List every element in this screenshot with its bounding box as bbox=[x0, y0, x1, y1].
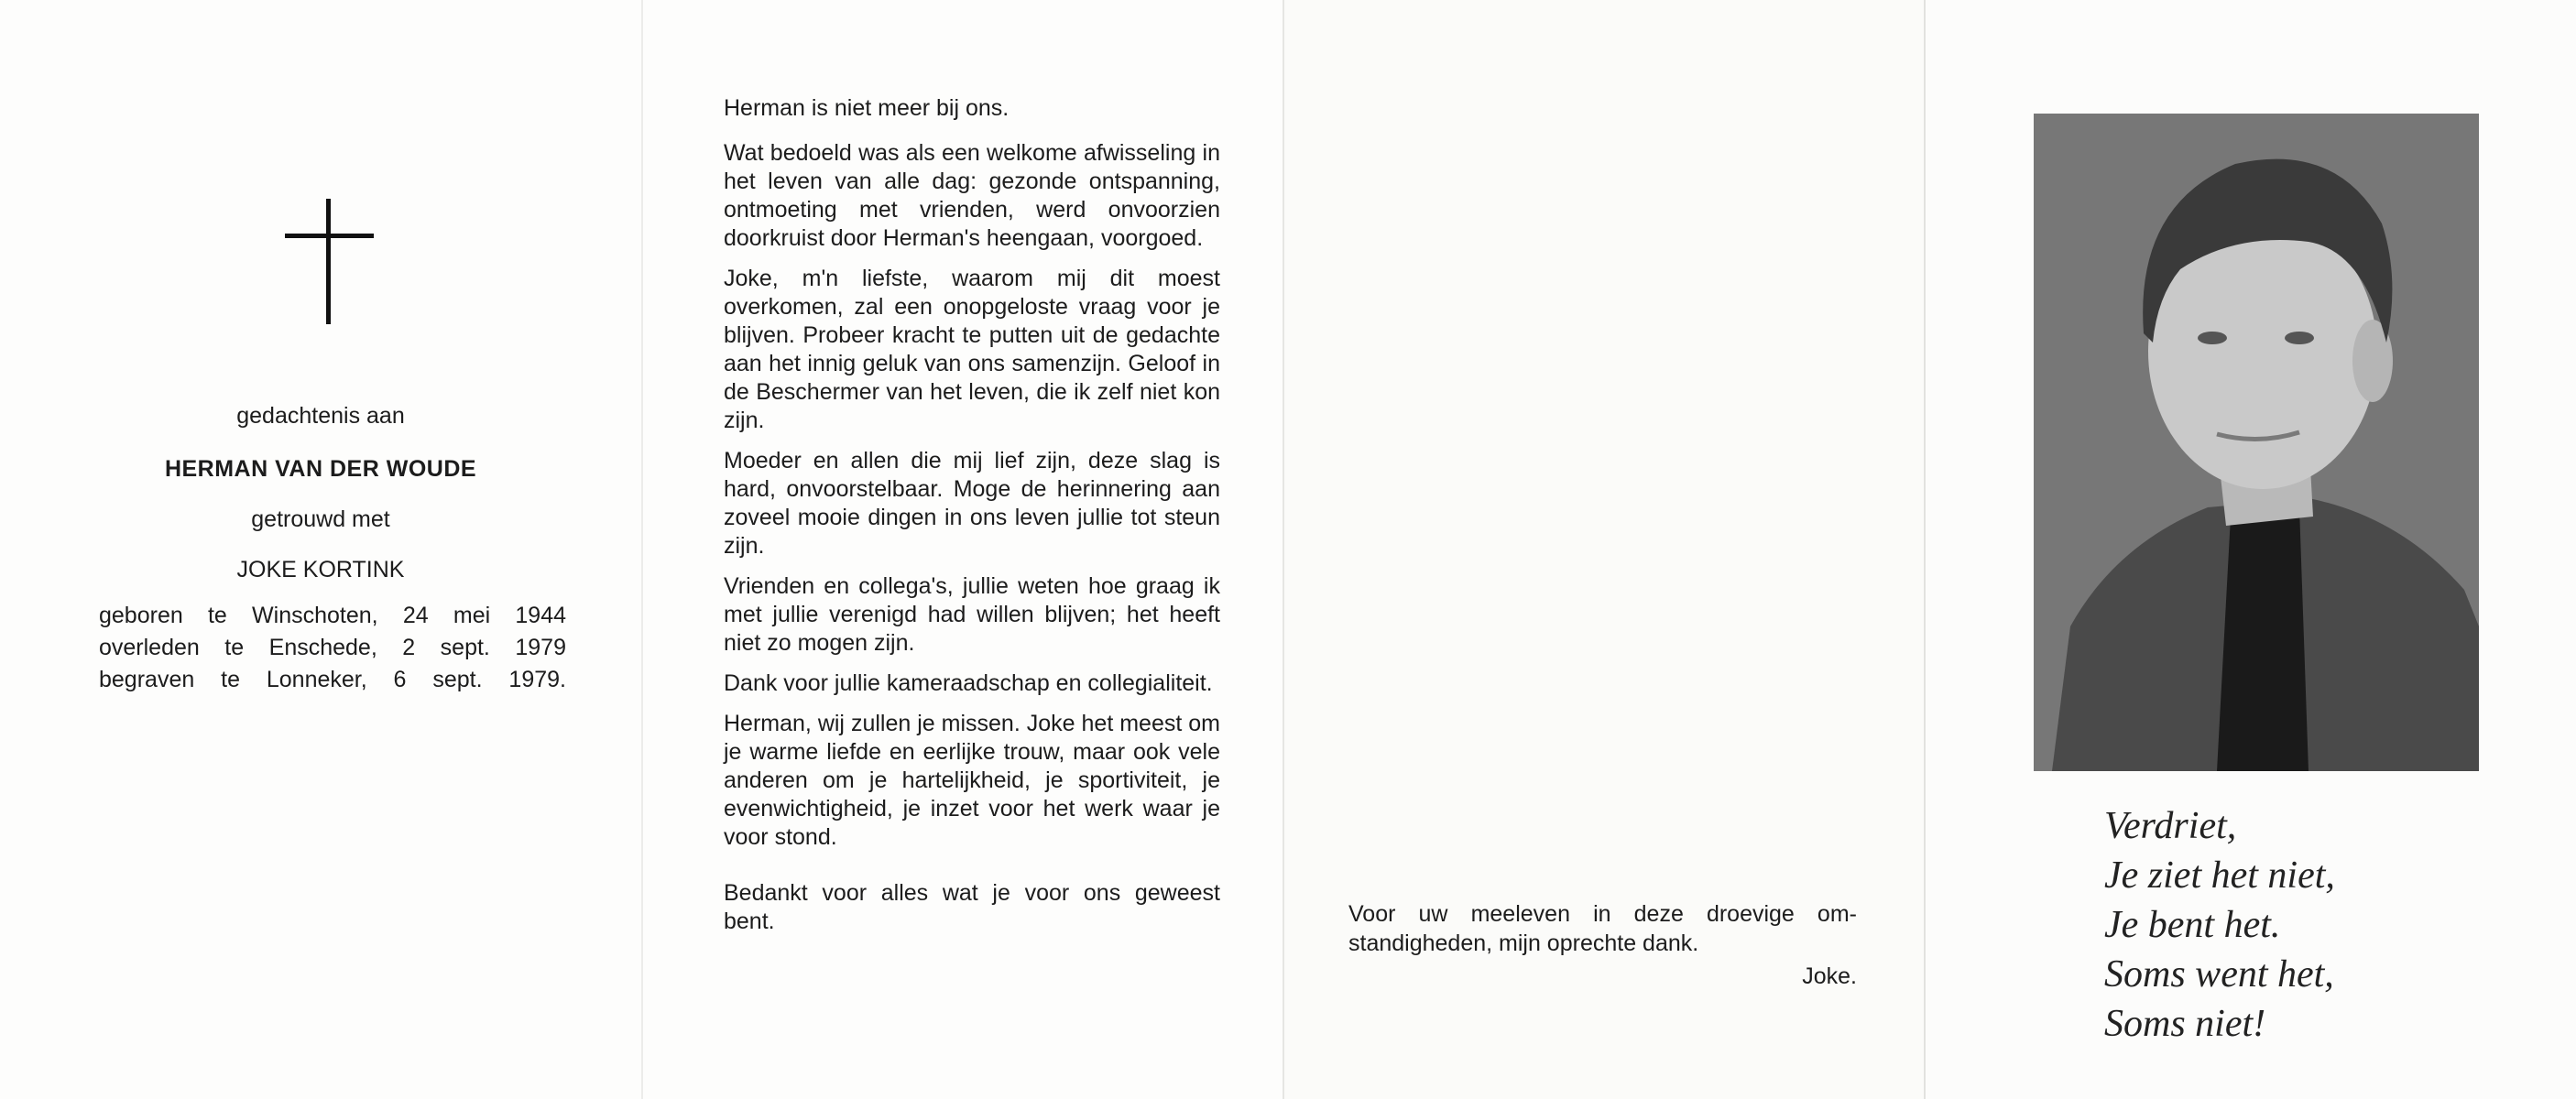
spouse-name: JOKE KORTINK bbox=[236, 557, 405, 582]
message-paragraph: Bedankt voor alles wat je voor ons geweest bent. bbox=[724, 880, 1220, 934]
life-dates bbox=[99, 600, 566, 696]
message-paragraph: Herman, wij zullen je missen. Joke het meest om je warme liefde en eerlijke trouw, maar ook vele anderen om je hartelijkheid, je sportiviteit, je evenwichtigheid, je inzet voor het werk waar je voor stond. bbox=[724, 711, 1220, 850]
message-paragraph: Joke, m'n liefste, waarom mij dit moest overkomen, zal een onopgeloste vraag voor je blijven. Probeer kracht te putten uit de gedachte aan het innig geluk van ons samenzijn. Geloof in de Beschermer van het leven, die ik zelf niet kon zijn. bbox=[724, 266, 1220, 433]
message-text bbox=[724, 94, 1220, 948]
burial-line: begraven te Lonneker, 6 sept. 1979. bbox=[99, 667, 566, 692]
portrait-photo bbox=[2034, 114, 2479, 771]
thanks-line-1: Voor uw meeleven in deze droevige om- bbox=[1348, 901, 1857, 927]
poem-line: Je ziet het niet, bbox=[2104, 854, 2335, 897]
message-paragraph: Dank voor jullie kameraadschap en collegialiteit. bbox=[724, 670, 1213, 696]
birth-line: geboren te Winschoten, 24 mei 1944 bbox=[99, 603, 566, 628]
intro-text: gedachtenis aan bbox=[236, 403, 405, 429]
thanks-panel bbox=[1283, 0, 1926, 1099]
deceased-name: HERMAN VAN DER WOUDE bbox=[164, 456, 477, 482]
poem-line: Verdriet, bbox=[2104, 805, 2237, 847]
message-paragraph: Herman is niet meer bij ons. bbox=[724, 95, 1010, 121]
thanks-note bbox=[1348, 899, 1857, 991]
message-paragraph: Vrienden en collega's, jullie weten hoe graag ik met jullie verenigd had willen blijven; het heeft niet zo mogen zijn. bbox=[724, 573, 1220, 656]
poem bbox=[2104, 801, 2489, 1049]
poem-line: Je bent het. bbox=[2104, 904, 2281, 946]
message-paragraph: Moeder en allen die mij lief zijn, deze slag is hard, onvoorstelbaar. Moge de herinnering aan zoveel mooie dingen in ons leven jullie tot steun zijn. bbox=[724, 448, 1220, 559]
signature: Joke. bbox=[1802, 963, 1857, 989]
message-panel bbox=[641, 0, 1284, 1099]
thanks-line-2: standigheden, mijn oprechte dank. bbox=[1348, 930, 1699, 956]
death-line: overleden te Enschede, 2 sept. 1979 bbox=[99, 635, 566, 660]
left-panel bbox=[0, 0, 641, 1099]
cross-icon bbox=[282, 199, 374, 327]
poem-line: Soms niet! bbox=[2104, 1003, 2266, 1045]
poem-line: Soms went het, bbox=[2104, 953, 2334, 996]
message-paragraph: Wat bedoeld was als een welkome afwisseling in het leven van alle dag: gezonde ontspanning, ontmoeting met vrienden, werd onvoorzien doorkruist door Herman's heengaan, voorgoed. bbox=[724, 140, 1220, 251]
married-text: getrouwd met bbox=[251, 506, 390, 532]
photo-panel bbox=[1924, 0, 2576, 1099]
